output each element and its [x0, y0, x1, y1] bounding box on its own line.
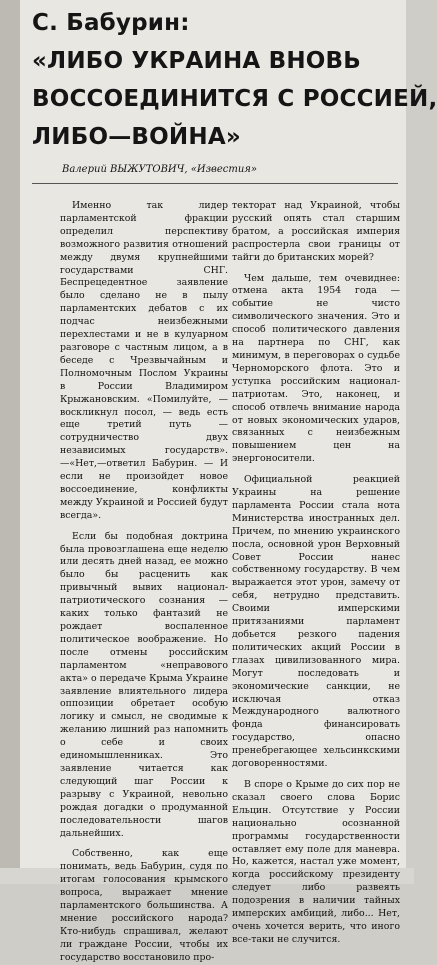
paragraph: В споре о Крыме до сих пор не сказал своего слова Борис Ельцин. Отсутствие у России национально осознанной программы государственности оставляет ему поле для маневра. Но, кажется, настал уже момент, когда российскому президенту следует либо развеять подозрения в наличии тайных имперских амбиций, либо... Нет, очень хочется верить, что иного все-таки не случится. [232, 778, 400, 945]
headline-line-1: С. Бабурин: [32, 10, 190, 36]
article-column-right [232, 200, 400, 945]
paragraph: текторат над Украиной, чтобы русский опять стал старшим братом, а российская империя распростерла свои границы от тайги до британских морей? [232, 200, 400, 263]
headline-line-3: ВОССОЕДИНИТСЯ С РОССИЕЙ, [32, 86, 437, 112]
article-headline [32, 4, 437, 156]
article-column-left [60, 200, 228, 963]
paragraph: Собственно, как еще понимать, ведь Бабурин, судя по итогам голосования крымского вопроса, выражает мнение парламентского большинства. А мнение российского народа? Кто-нибудь спрашивал, желают ли граждане России, чтобы их государство восстановило про- [60, 848, 228, 963]
headline-line-2: «ЛИБО УКРАИНА ВНОВЬ [32, 48, 361, 74]
article-byline: Валерий ВЫЖУТОВИЧ, «Известия» [62, 164, 258, 175]
byline-divider [32, 183, 398, 184]
headline-line-4: ЛИБО—ВОЙНА» [32, 124, 241, 150]
scan-left-edge [0, 0, 20, 884]
paragraph: Именно так лидер парламентской фракции определил перспективу возможного развития отношений между двумя крупнейшими государствами СНГ. Беспрецедентное заявление было сделано не в пылу парламентских дебатов с их подчас неизбежными перехлестами и не в кулуарном разговоре с частным лицом, а в беседе с Чрезвычайным и Полномочным Послом Украины в России Владимиром Крыжановским. «Помилуйте, — воскликнул посол, — ведь есть еще третий путь — сотрудничество двух независимых государств».—«Нет,—ответил Бабурин. — И если не произойдет новое воссоединение, конфликты между Украиной и Россией будут всегда». [60, 200, 228, 521]
paragraph: Если бы подобная доктрина была провозглашена еще неделю или десять дней назад, ее можно было бы расценить как привычный вывих национал-патриотического сознания — каких только фантазий не рождает воспаленное политическое воображение. Но после отмены российским парламентом «неправового акта» о передаче Крыма Украине заявление влиятельного лидера оппозиции обретает особую логику и смысл, не сводимые к желанию лишний раз напомнить о себе и своих единомышленниках. Это заявление читается как следующий шаг России к разрыву с Украиной, невольно рождая догадки о продуманной последовательности шагов дальнейших. [60, 530, 228, 839]
paragraph: Чем дальше, тем очевиднее: отмена акта 1954 года — событие не чисто символического значения. Это и способ политического давления на партнера по СНГ, как минимум, в переговорах о судьбе Черноморского флота. Это и уступка российским национал-патриотам. Это, наконец, и способ отвлечь внимание народа от новых экономических ударов, связанных с неизбежным повышением цен на энергоносители. [232, 272, 400, 465]
paragraph: Официальной реакцией Украины на решение парламента России стала нота Министерства иностранных дел. Причем, по мнению украинского посла, основной урон Верховный Совет России нанес собственному государству. В чем выражается этот урон, замечу от себя, нетрудно представить. Своими имперскими притязаниями парламент добьется резкого падения политических акций России в глазах цивилизованного мира. Могут последовать и экономические санкции, не исключая отказ Международного валютного фонда финансировать государство, опасно пренебрегающее хельсинкскими договоренностями. [232, 474, 400, 770]
newspaper-clipping [20, 0, 437, 963]
